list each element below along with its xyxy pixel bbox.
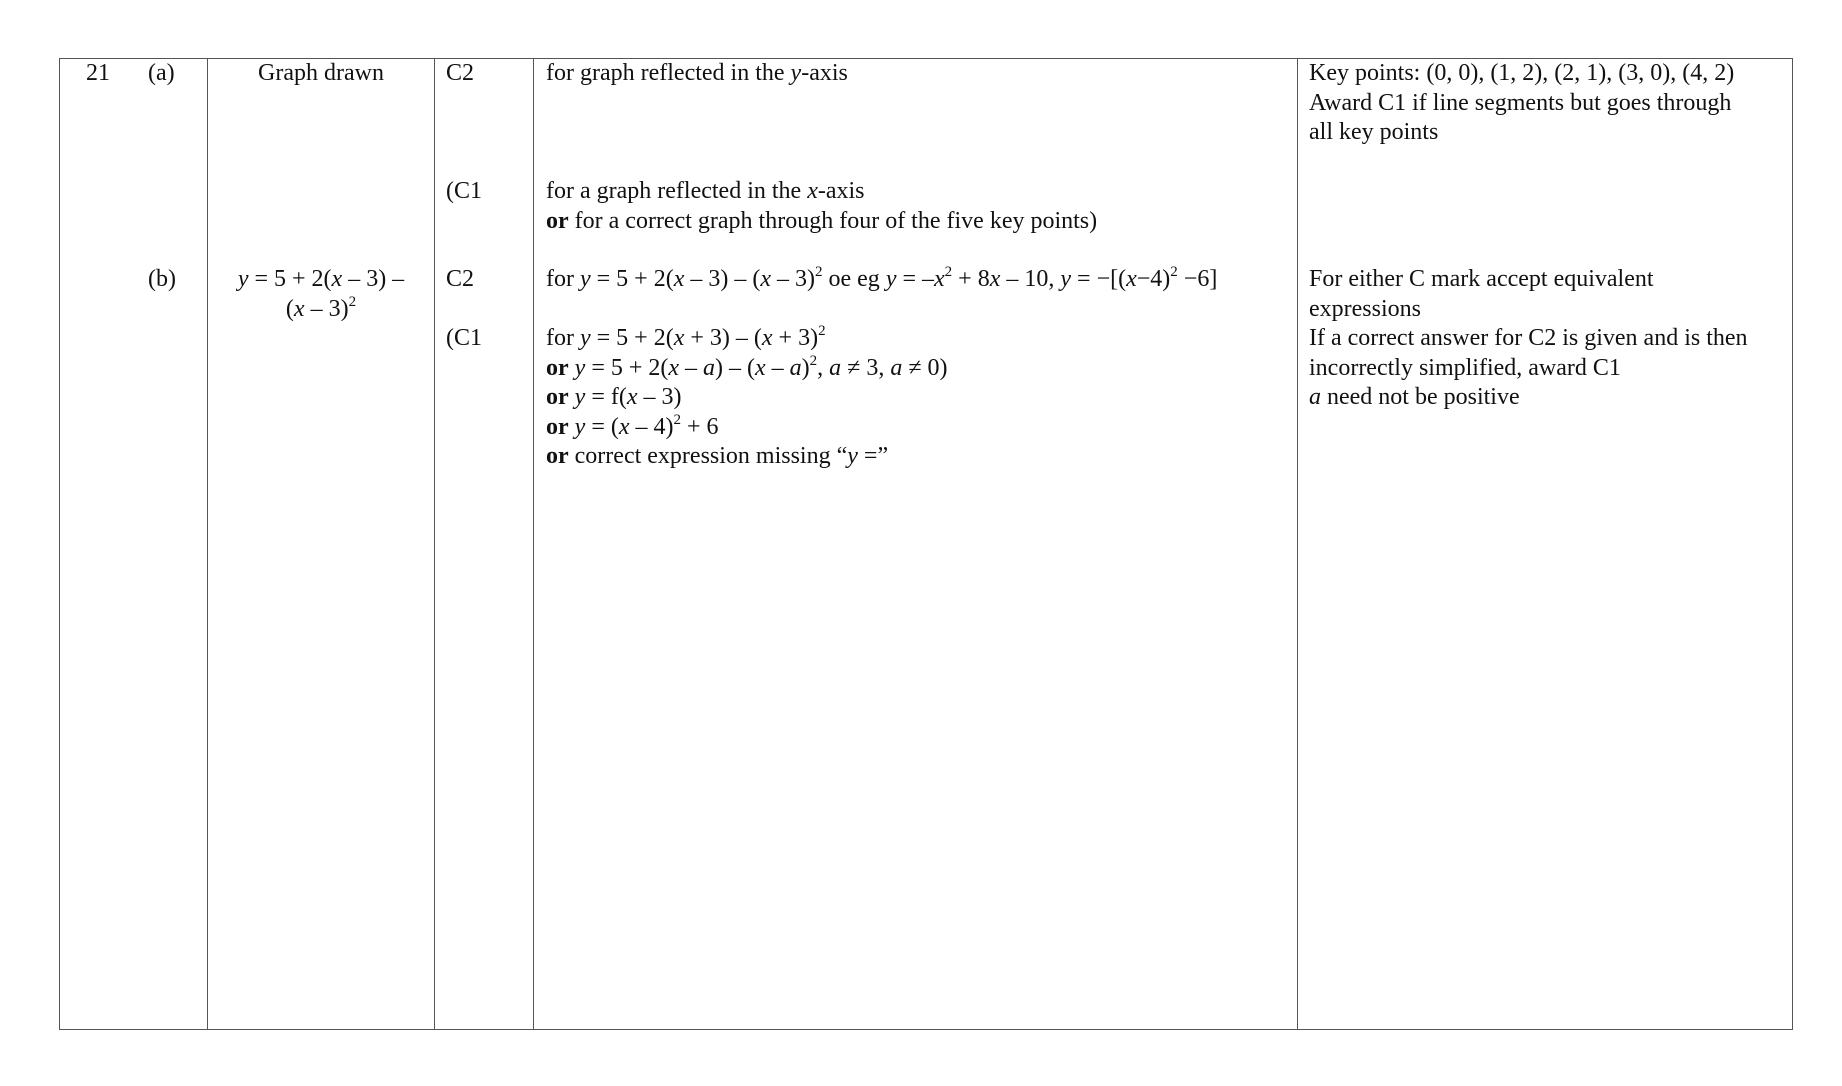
criteria-a-alt	[546, 177, 1097, 236]
criteria-a-main: for graph reflected in the y-axis	[546, 60, 848, 86]
guidance-b-line: For either C mark accept equivalent	[1309, 266, 1654, 292]
part-label-b: (b)	[148, 266, 176, 292]
mark-a-c2: C2	[446, 60, 475, 86]
mark-a-c1: (C1	[446, 178, 482, 204]
answer-b: y = 5 + 2(x – 3) – (x – 3)$^2$	[237, 266, 405, 322]
guidance-a	[1309, 59, 1734, 148]
mark-b-c2: C2	[446, 266, 475, 292]
mark-scheme-table	[59, 58, 1793, 1030]
criteria-a-alt-line2: or for a correct graph through four of the five key points)	[546, 207, 1098, 234]
column-divider	[434, 59, 435, 1029]
guidance-a-line: Key points: (0, 0), (1, 2), (2, 1), (3, 0), (4, 2)	[1309, 60, 1735, 86]
guidance-a-line: all key points	[1309, 119, 1439, 145]
answer-a: Graph drawn	[258, 60, 384, 86]
part-label-a: (a)	[148, 60, 175, 86]
criteria-b-main: for y = 5 + 2(x – 3) – (x – 3)$^2$ oe eg $y = -x^2 + 8x - 10$, $y = -[(x-4)^2 -6]$	[546, 264, 1218, 292]
guidance-a-line: Award C1 if line segments but goes through	[1309, 89, 1732, 116]
column-divider	[207, 59, 208, 1029]
guidance-b-line: a need not be positive	[1309, 384, 1520, 410]
guidance-b-line: expressions	[1309, 295, 1421, 322]
mark-b-c1: (C1	[446, 325, 482, 351]
guidance-b-line: If a correct answer for C2 is given and is then	[1309, 325, 1748, 351]
guidance-b-line: incorrectly simplified, award C1	[1309, 354, 1621, 381]
criteria-b-alt	[546, 324, 948, 472]
question-number: 21	[86, 60, 110, 86]
criteria-a-alt-line1: for a graph reflected in the x-axis	[546, 178, 865, 204]
criteria-b-alt-line: or correct expression missing “y =”	[546, 443, 889, 469]
criteria-b-alt-line: for $y = 5 + 2(x + 3) - (x + 3)^2$	[546, 323, 826, 351]
guidance-b	[1309, 265, 1748, 413]
criteria-b-alt-line: or y = 5 + 2(x – a) – (x – a)$^2$, a ≠ 3, a ≠ 0)	[546, 352, 948, 381]
column-divider	[533, 59, 534, 1029]
criteria-b-alt-line: or y = f(x – 3)	[546, 384, 682, 410]
column-divider	[1297, 59, 1298, 1029]
criteria-b-alt-line: or y = (x – 4)$^2$ + 6	[546, 411, 719, 440]
